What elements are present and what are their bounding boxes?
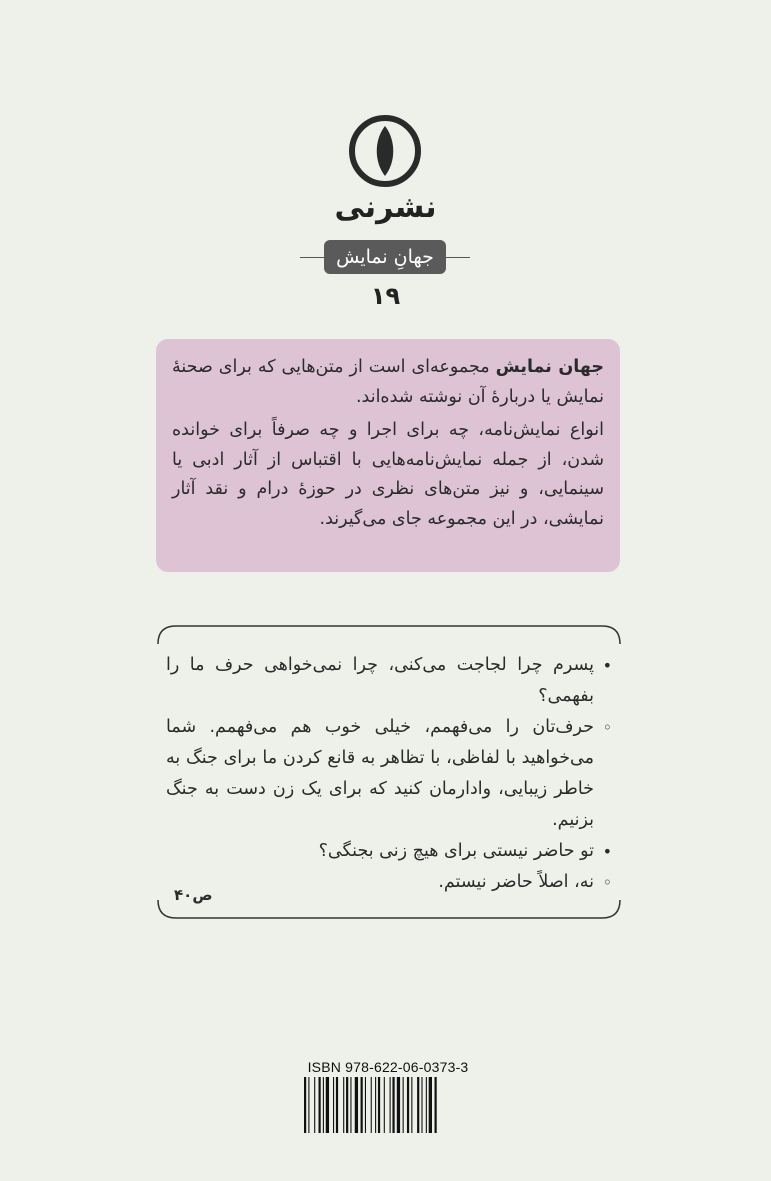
dialogue-text: حرف‌تان را می‌فهمم، خیلی خوب هم می‌فهمم. شما می‌خواهید با لفاظی، با تظاهر به قانع کردن ما برای جنگ به خاطر زیبایی، وادارمان کنید که برای یک زن دست به جنگ بزنیم. bbox=[166, 717, 594, 830]
barcode-bar bbox=[346, 1077, 348, 1133]
barcode-bar bbox=[304, 1077, 306, 1133]
dialogue-text: نه، اصلاً حاضر نیستم. bbox=[438, 872, 594, 892]
barcode-bar bbox=[392, 1077, 394, 1133]
dialogue-line bbox=[166, 712, 612, 836]
hollow-bullet-icon: ◦ bbox=[602, 873, 612, 892]
barcode-bar bbox=[365, 1077, 366, 1133]
barcode-bar bbox=[319, 1077, 321, 1133]
barcode-bar bbox=[435, 1077, 437, 1133]
publisher-name: نشرنی bbox=[334, 190, 437, 225]
barcode-bar bbox=[326, 1077, 329, 1133]
hollow-bullet-icon: ◦ bbox=[602, 718, 612, 737]
leaf-in-circle-icon bbox=[348, 114, 422, 188]
isbn-label: ISBN 978-622-06-0373-3 bbox=[307, 1059, 469, 1075]
barcode-bar bbox=[333, 1077, 334, 1133]
barcode-bar bbox=[417, 1077, 419, 1133]
series-description bbox=[156, 339, 620, 572]
description-paragraph-1 bbox=[172, 353, 604, 412]
series-number: ۱۹ bbox=[370, 282, 401, 310]
series-badge bbox=[300, 240, 470, 274]
description-paragraph-2: انواع نمایش‌نامه، چه برای اجرا و چه صرفاً برای خوانده شدن، از جمله نمایش‌نامه‌هایی با اقتباس از آثار ادبی یا سینمایی، و نیز متن‌های نظری در حوزهٔ درام و نقد آثار نمایشی، در این مجموعه جای می‌گیرند. bbox=[172, 420, 604, 529]
barcode-bar bbox=[397, 1077, 400, 1133]
quote-excerpt bbox=[156, 622, 622, 922]
barcode-bar bbox=[375, 1077, 376, 1133]
bullet-icon: • bbox=[602, 656, 612, 675]
barcode-bar bbox=[384, 1077, 385, 1133]
dialogue-line bbox=[166, 650, 612, 712]
barcode-bar bbox=[355, 1077, 358, 1133]
series-name-bold: جهان نمایش bbox=[495, 357, 604, 377]
series-label: جهانِ نمایش bbox=[324, 240, 446, 274]
barcode-bar bbox=[371, 1077, 372, 1133]
publisher-logo bbox=[348, 114, 422, 188]
barcode-bar bbox=[361, 1077, 363, 1133]
barcode-bar bbox=[343, 1077, 344, 1133]
barcode-bar bbox=[426, 1077, 427, 1133]
dialogue-line bbox=[166, 867, 612, 898]
barcode bbox=[304, 1077, 472, 1133]
dialogue-text: تو حاضر نیستی برای هیچ زنی بجنگی؟ bbox=[318, 841, 594, 861]
barcode-bar bbox=[429, 1077, 432, 1133]
page-reference: ص۴۰ bbox=[174, 886, 213, 904]
barcode-bar bbox=[390, 1077, 391, 1133]
barcode-bar bbox=[308, 1077, 309, 1133]
barcode-bar bbox=[323, 1077, 324, 1133]
barcode-bar bbox=[407, 1077, 409, 1133]
barcode-bar bbox=[350, 1077, 351, 1133]
barcode-bar bbox=[378, 1077, 380, 1133]
bullet-icon: • bbox=[602, 842, 612, 861]
dialogue-line bbox=[166, 836, 612, 867]
barcode-bar bbox=[421, 1077, 422, 1133]
barcode-bar bbox=[314, 1077, 315, 1133]
description-paragraph-1-text: مجموعه‌ای است از متن‌هایی که برای صحنهٔ نمایش یا دربارهٔ آن نوشته شده‌اند. bbox=[172, 357, 604, 407]
barcode-bar bbox=[403, 1077, 404, 1133]
dialogue-text: پسرم چرا لجاجت می‌کنی، چرا نمی‌خواهی حرف ما را بفهمی؟ bbox=[166, 655, 594, 706]
barcode-bar bbox=[336, 1077, 338, 1133]
barcode-bar bbox=[411, 1077, 412, 1133]
